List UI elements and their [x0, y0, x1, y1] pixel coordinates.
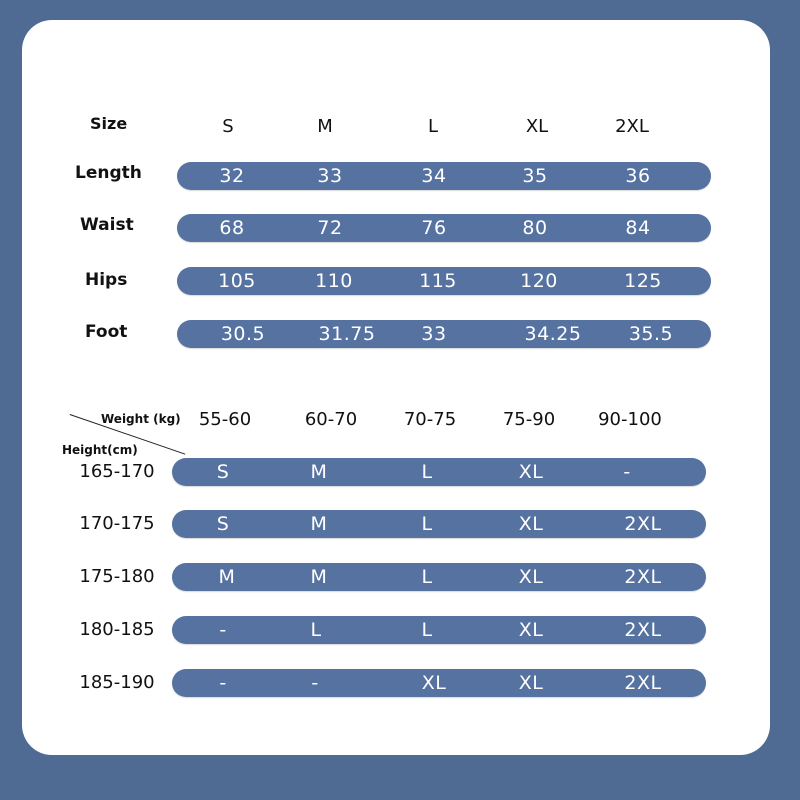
measurement-row	[177, 267, 711, 295]
fit-cell: XL	[518, 566, 544, 588]
weight-col-header: 90-100	[598, 409, 662, 430]
measurement-cell: 32	[219, 165, 245, 187]
size-col-2xl: 2XL	[615, 116, 649, 137]
weight-col-header: 70-75	[403, 409, 457, 430]
measurement-cell: 115	[419, 270, 457, 292]
measurement-cell: 80	[522, 217, 548, 239]
row-label-hips: Hips	[85, 270, 128, 290]
fit-cell: -	[311, 672, 319, 694]
measurement-row	[177, 162, 711, 190]
measurement-cell: 33	[421, 323, 447, 345]
fit-cell: -	[219, 619, 227, 641]
fit-row	[172, 616, 706, 644]
measurement-cell: 120	[520, 270, 558, 292]
fit-cell: 2XL	[624, 672, 662, 694]
measurement-cell: 35.5	[628, 323, 674, 345]
fit-cell: S	[216, 461, 230, 483]
fit-row	[172, 458, 706, 486]
fit-cell: M	[310, 461, 328, 483]
fit-cell: M	[310, 513, 328, 535]
fit-cell: XL	[518, 513, 544, 535]
measurement-cell: 31.75	[318, 323, 376, 345]
fit-cell: M	[310, 566, 328, 588]
fit-cell: -	[219, 672, 227, 694]
measurement-cell: 33	[317, 165, 343, 187]
measurement-cell: 76	[421, 217, 447, 239]
weight-col-header: 55-60	[198, 409, 252, 430]
weight-col-header: 60-70	[304, 409, 358, 430]
size-header-label: Size	[90, 114, 128, 133]
measurement-cell: 72	[317, 217, 343, 239]
height-row-label: 185-190	[79, 672, 155, 693]
fit-cell: XL	[518, 461, 544, 483]
size-col-xl: XL	[525, 116, 549, 137]
fit-cell: L	[421, 461, 433, 483]
fit-cell: M	[218, 566, 236, 588]
measurement-row	[177, 320, 711, 348]
measurement-cell: 68	[219, 217, 245, 239]
weight-axis-label: Weight (kg)	[101, 412, 181, 426]
height-row-label: 180-185	[79, 619, 155, 640]
fit-cell: 2XL	[624, 619, 662, 641]
row-label-length: Length	[75, 163, 142, 183]
measurement-cell: 105	[218, 270, 256, 292]
fit-cell: -	[623, 461, 631, 483]
measurement-cell: 35	[522, 165, 548, 187]
fit-cell: 2XL	[624, 513, 662, 535]
measurement-row	[177, 214, 711, 242]
fit-cell: L	[421, 566, 433, 588]
height-row-label: 170-175	[79, 513, 155, 534]
weight-col-header: 75-90	[502, 409, 556, 430]
fit-row	[172, 563, 706, 591]
fit-cell: XL	[421, 672, 447, 694]
height-row-label: 165-170	[79, 461, 155, 482]
fit-row	[172, 669, 706, 697]
fit-cell: L	[310, 619, 322, 641]
fit-cell: XL	[518, 619, 544, 641]
height-row-label: 175-180	[79, 566, 155, 587]
fit-cell: 2XL	[624, 566, 662, 588]
measurement-cell: 34	[421, 165, 447, 187]
fit-cell: L	[421, 513, 433, 535]
row-label-foot: Foot	[85, 322, 128, 342]
row-label-waist: Waist	[80, 215, 134, 235]
size-col-l: L	[427, 116, 439, 137]
measurement-cell: 36	[625, 165, 651, 187]
fit-row	[172, 510, 706, 538]
fit-cell: S	[216, 513, 230, 535]
fit-cell: L	[421, 619, 433, 641]
measurement-cell: 30.5	[220, 323, 266, 345]
measurement-cell: 34.25	[524, 323, 582, 345]
measurement-cell: 125	[624, 270, 662, 292]
size-col-m: M	[317, 116, 333, 137]
measurement-cell: 84	[625, 217, 651, 239]
size-col-s: S	[222, 116, 234, 137]
height-axis-label: Height(cm)	[62, 443, 138, 457]
measurement-cell: 110	[315, 270, 353, 292]
fit-cell: XL	[518, 672, 544, 694]
